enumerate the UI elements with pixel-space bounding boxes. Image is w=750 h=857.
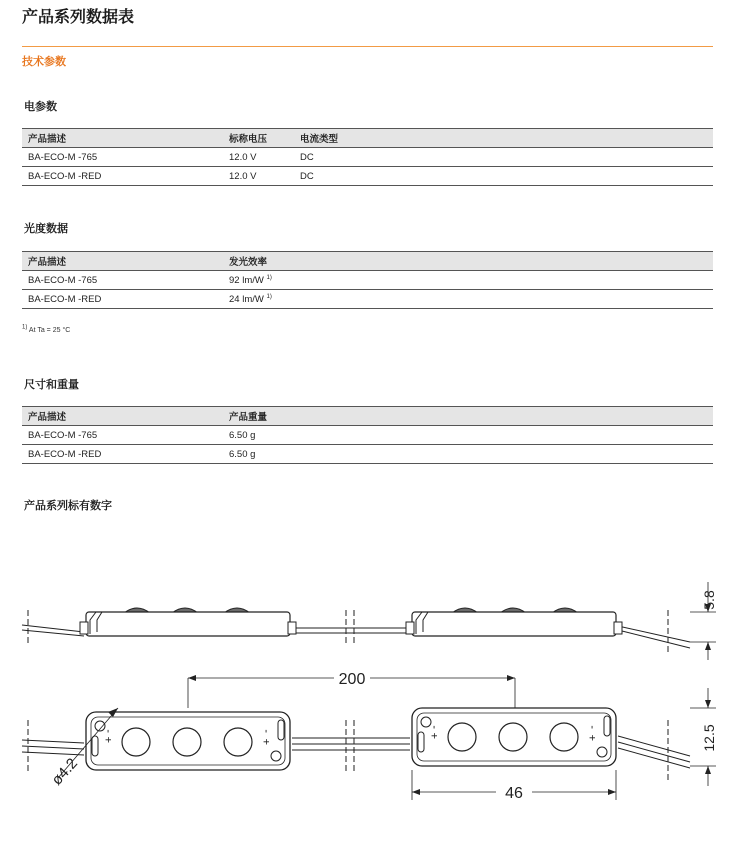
footnote-ref: 1) — [266, 293, 272, 300]
plus-mark: + — [103, 736, 115, 743]
page-title: 产品系列数据表 — [22, 7, 135, 26]
drawing-heading: 产品系列标有数字 — [24, 499, 112, 512]
column-header: 产品描述 — [22, 407, 223, 426]
photometric-table — [22, 251, 713, 309]
plus-mark: + — [429, 732, 441, 739]
section-heading: 技术参数 — [22, 55, 66, 68]
column-header: 电流类型 — [294, 129, 713, 148]
section-divider — [22, 46, 713, 47]
footnote — [22, 324, 71, 334]
table-row — [22, 148, 713, 167]
column-header: 产品重量 — [223, 407, 713, 426]
photometric-heading: 光度数据 — [24, 222, 68, 235]
table-row — [22, 271, 713, 290]
table-cell: BA-ECO-M -765 — [22, 426, 223, 445]
column-header: 标称电压 — [223, 129, 294, 148]
efficacy-value: 24 lm/W — [229, 293, 264, 305]
technical-drawing — [0, 560, 750, 857]
efficacy-value: 92 lm/W — [229, 274, 264, 286]
side-view — [22, 582, 717, 660]
footnote-text: At Ta = 25 °C — [28, 327, 71, 334]
table-cell: BA-ECO-M -RED — [22, 445, 223, 464]
table-cell: DC — [294, 148, 713, 167]
top-view — [22, 671, 717, 802]
pitch-dimension: 200 — [338, 671, 366, 688]
column-header: 产品描述 — [22, 129, 223, 148]
electrical-table — [22, 128, 713, 186]
table-header-row — [22, 252, 713, 271]
footnote-ref: 1) — [266, 274, 272, 281]
table-row — [22, 167, 713, 186]
table-cell: 12.0 V — [223, 148, 294, 167]
table-cell: BA-ECO-M -765 — [22, 271, 223, 290]
minus-mark: - — [428, 725, 440, 729]
width-dimension: 12.5 — [701, 724, 717, 752]
table-header-row — [22, 407, 713, 426]
length-dimension: 46 — [505, 785, 523, 802]
table-cell: BA-ECO-M -765 — [22, 148, 223, 167]
dimensions-heading: 尺寸和重量 — [24, 378, 79, 391]
minus-mark: - — [102, 729, 114, 733]
table-row — [22, 445, 713, 464]
table-cell: BA-ECO-M -RED — [22, 290, 223, 309]
table-cell — [223, 271, 713, 290]
height-dimension: 5.8 — [701, 590, 717, 610]
minus-mark: - — [260, 729, 272, 733]
table-cell: BA-ECO-M -RED — [22, 167, 223, 186]
minus-mark: - — [586, 725, 598, 729]
table-row — [22, 290, 713, 309]
dimensions-table — [22, 406, 713, 464]
table-cell: 6.50 g — [223, 426, 713, 445]
table-row — [22, 426, 713, 445]
table-header-row — [22, 129, 713, 148]
column-header: 发光效率 — [223, 252, 713, 271]
footnote-mark: 1) — [22, 324, 28, 331]
table-cell — [223, 290, 713, 309]
column-header: 产品描述 — [22, 252, 223, 271]
electrical-heading: 电参数 — [24, 100, 57, 113]
plus-mark: + — [587, 734, 599, 741]
table-cell: DC — [294, 167, 713, 186]
table-cell: 6.50 g — [223, 445, 713, 464]
plus-mark: + — [261, 738, 273, 745]
hole-dimension: ø4.2 — [48, 754, 82, 789]
table-cell: 12.0 V — [223, 167, 294, 186]
